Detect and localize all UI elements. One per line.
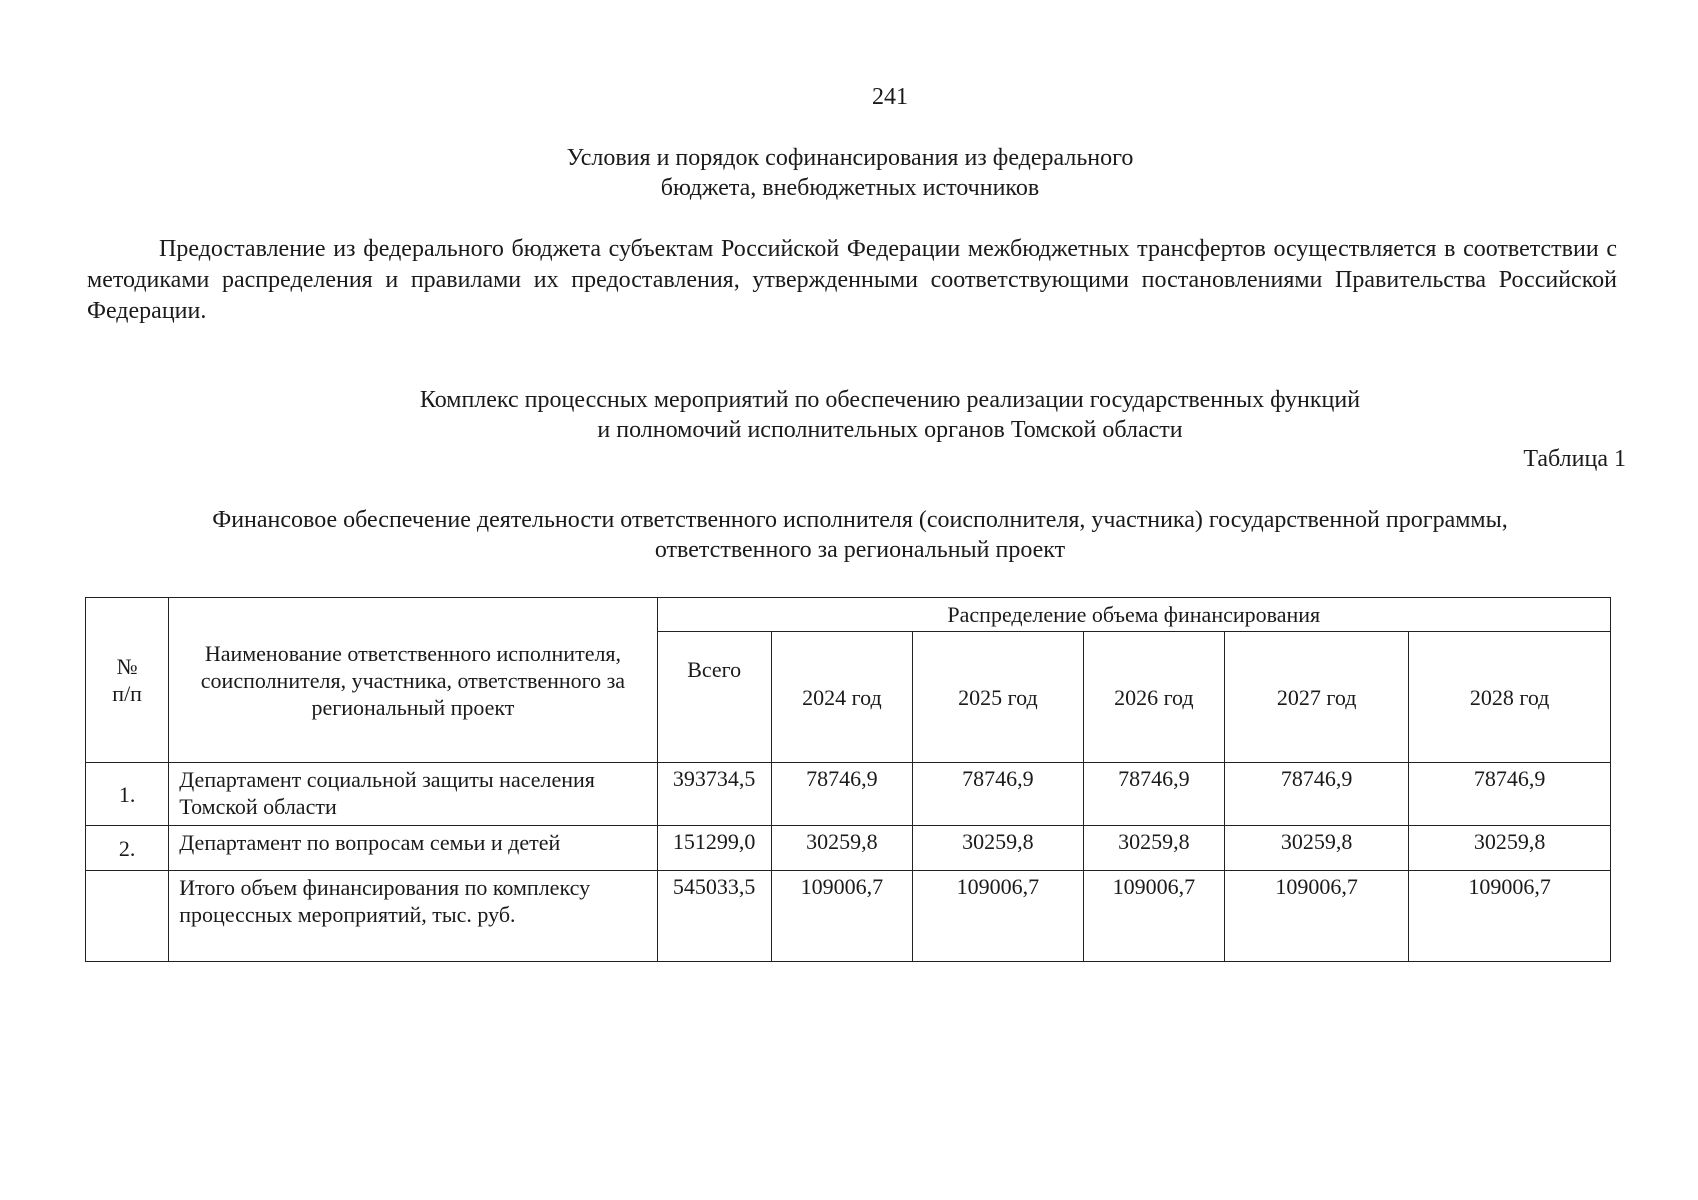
value-2028: 78746,9: [1409, 763, 1611, 826]
body-paragraph: Предоставление из федерального бюджета субъектам Российской Федерации межбюджетных трансфертов осуществляется в соответствии с методиками распределения и правилами их предоставления, утвержденными соответствующими постановлениями Правительства Российской Федерации.: [87, 236, 1617, 324]
header-col-2026: 2026 год: [1083, 632, 1224, 763]
header-col-total: Всего: [657, 632, 771, 763]
header-col-2024: 2024 год: [771, 632, 912, 763]
row-name: Итого объем финансирования по комплексу процессных мероприятий, тыс. руб.: [169, 871, 657, 962]
value-2026: 109006,7: [1083, 871, 1224, 962]
value-2028: 30259,8: [1409, 826, 1611, 871]
row-number: 1.: [86, 763, 169, 826]
table-title: [170, 505, 1550, 565]
table-header-row-1: [86, 598, 1611, 632]
value-2024: 78746,9: [771, 763, 912, 826]
section-title-line-1: Условия и порядок софинансирования из федерального: [566, 145, 1134, 171]
header-num-abbr: п/п: [112, 681, 142, 706]
value-2025: 109006,7: [913, 871, 1084, 962]
row-name: Департамент социальной защиты населения Томской области: [169, 763, 657, 826]
row-number: [86, 871, 169, 962]
row-name: Департамент по вопросам семьи и детей: [169, 826, 657, 871]
table-title-line-1: Финансовое обеспечение деятельности ответственного исполнителя (соисполнителя, участника) государственной программы,: [212, 507, 1508, 533]
header-col-2025: 2025 год: [913, 632, 1084, 763]
table-row: [86, 763, 1611, 826]
table-row-total: [86, 871, 1611, 962]
header-distribution-cell: Распределение объема финансирования: [657, 598, 1610, 632]
header-col-2027: 2027 год: [1225, 632, 1409, 763]
complex-title-line-2: и полномочий исполнительных органов Томской области: [597, 417, 1183, 443]
financing-table: [85, 597, 1611, 962]
value-2027: 109006,7: [1225, 871, 1409, 962]
complex-title-line-1: Комплекс процессных мероприятий по обеспечению реализации государственных функций: [419, 387, 1361, 413]
section-title: [80, 143, 1620, 203]
header-col-2028: 2028 год: [1409, 632, 1611, 763]
row-number: 2.: [86, 826, 169, 871]
header-num-symbol: №: [116, 654, 138, 679]
complex-title: [80, 385, 1698, 445]
page-number: 241: [872, 84, 908, 110]
value-total: 545033,5: [657, 871, 771, 962]
value-total: 151299,0: [657, 826, 771, 871]
value-2025: 78746,9: [913, 763, 1084, 826]
value-2024: 109006,7: [771, 871, 912, 962]
value-2024: 30259,8: [771, 826, 912, 871]
section-title-line-2: бюджета, внебюджетных источников: [660, 175, 1040, 201]
value-2026: 78746,9: [1083, 763, 1224, 826]
header-name-cell: Наименование ответственного исполнителя, соисполнителя, участника, ответственного за региональный проект: [169, 598, 657, 763]
value-2028: 109006,7: [1409, 871, 1611, 962]
value-2026: 30259,8: [1083, 826, 1224, 871]
header-num-cell: [86, 598, 169, 763]
value-2027: 78746,9: [1225, 763, 1409, 826]
table-row: [86, 826, 1611, 871]
value-total: 393734,5: [657, 763, 771, 826]
value-2025: 30259,8: [913, 826, 1084, 871]
table-title-line-2: ответственного за региональный проект: [654, 537, 1066, 563]
table-caption: Таблица 1: [1523, 446, 1626, 472]
value-2027: 30259,8: [1225, 826, 1409, 871]
